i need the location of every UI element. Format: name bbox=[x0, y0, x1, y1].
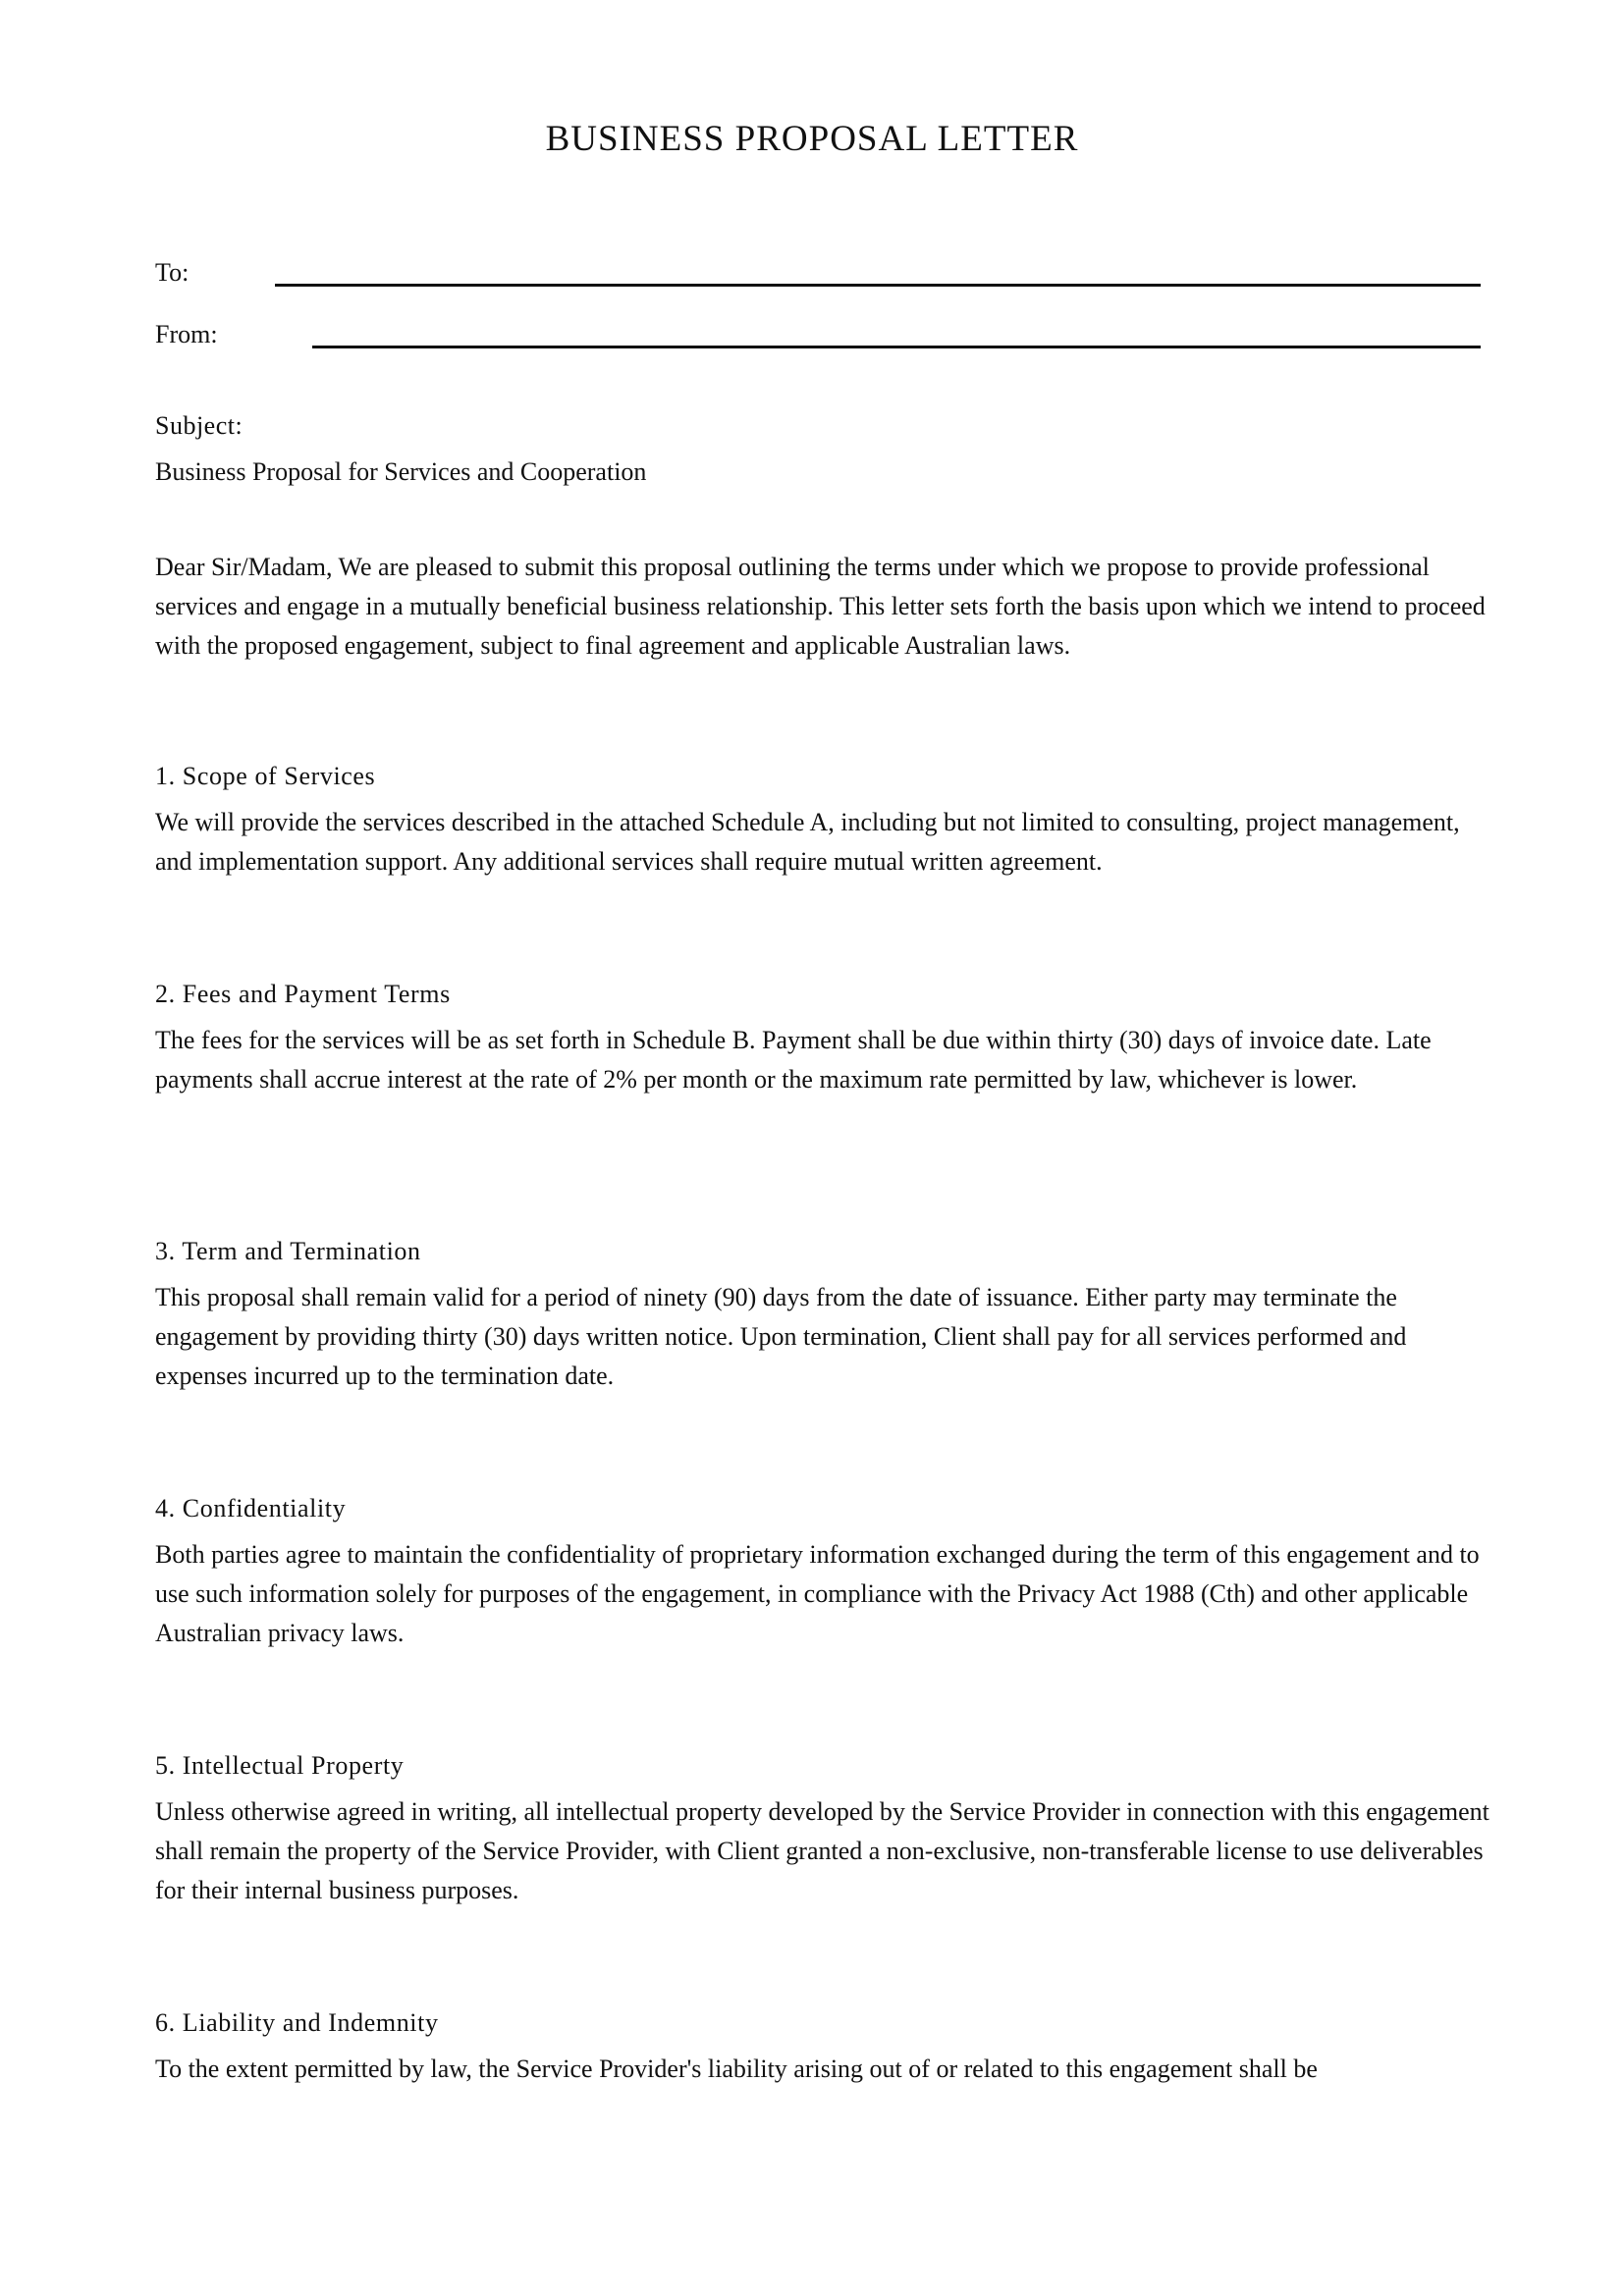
document-title: BUSINESS PROPOSAL LETTER bbox=[545, 119, 1079, 159]
section-heading: 3. Term and Termination bbox=[155, 1237, 421, 1265]
section-body: We will provide the services described in the attached Schedule A, including but not limited to consulting, project management, and implementation support. Any additional services shall require mutual written agreement. bbox=[155, 808, 1460, 876]
intro-paragraph: Dear Sir/Madam, We are pleased to submit this proposal outlining the terms under which we propose to provide professional services and engage in a mutually beneficial business relationship. This letter sets forth the basis upon which we intend to proceed with the proposed engagement, subject to final agreement and applicable Australian laws. bbox=[155, 553, 1486, 660]
section-heading: 2. Fees and Payment Terms bbox=[155, 980, 451, 1008]
section-body: This proposal shall remain valid for a period of ninety (90) days from the date of issuance. Either party may terminate the engagement by providing thirty (30) days written notice. Upon termination, Client shall pay for all services performed and expenses incurred up to the termination date. bbox=[155, 1283, 1407, 1390]
section-body: To the extent permitted by law, the Service Provider's liability arising out of or related to this engagement shall be bbox=[155, 2055, 1318, 2083]
section-heading: 4. Confidentiality bbox=[155, 1494, 347, 1522]
section-heading: 5. Intellectual Property bbox=[155, 1751, 405, 1780]
section-body: Unless otherwise agreed in writing, all intellectual property developed by the Service Provider in connection with this engagement shall remain the property of the Service Provider, with Client granted a non-exclusive, non-transferable license to use deliverables for their internal business purposes. bbox=[155, 1797, 1489, 1904]
from-field-line[interactable] bbox=[312, 346, 1481, 348]
from-label: From: bbox=[155, 320, 218, 348]
to-label: To: bbox=[155, 258, 189, 287]
section-heading: 1. Scope of Services bbox=[155, 762, 376, 790]
subject-label: Subject: bbox=[155, 411, 244, 440]
section-body: Both parties agree to maintain the confidentiality of proprietary information exchanged during the term of this engagement and to use such information solely for purposes of the engagement, in compliance with the Privacy Act 1988 (Cth) and other applicable Australian privacy laws. bbox=[155, 1540, 1480, 1647]
subject-value: Business Proposal for Services and Cooperation bbox=[155, 457, 647, 486]
section-body: The fees for the services will be as set forth in Schedule B. Payment shall be due within thirty (30) days of invoice date. Late payments shall accrue interest at the rate of 2% per month or the maximum rate permitted by law, whichever is lower. bbox=[155, 1026, 1432, 1094]
to-field-line[interactable] bbox=[275, 284, 1481, 287]
section-heading: 6. Liability and Indemnity bbox=[155, 2008, 439, 2037]
